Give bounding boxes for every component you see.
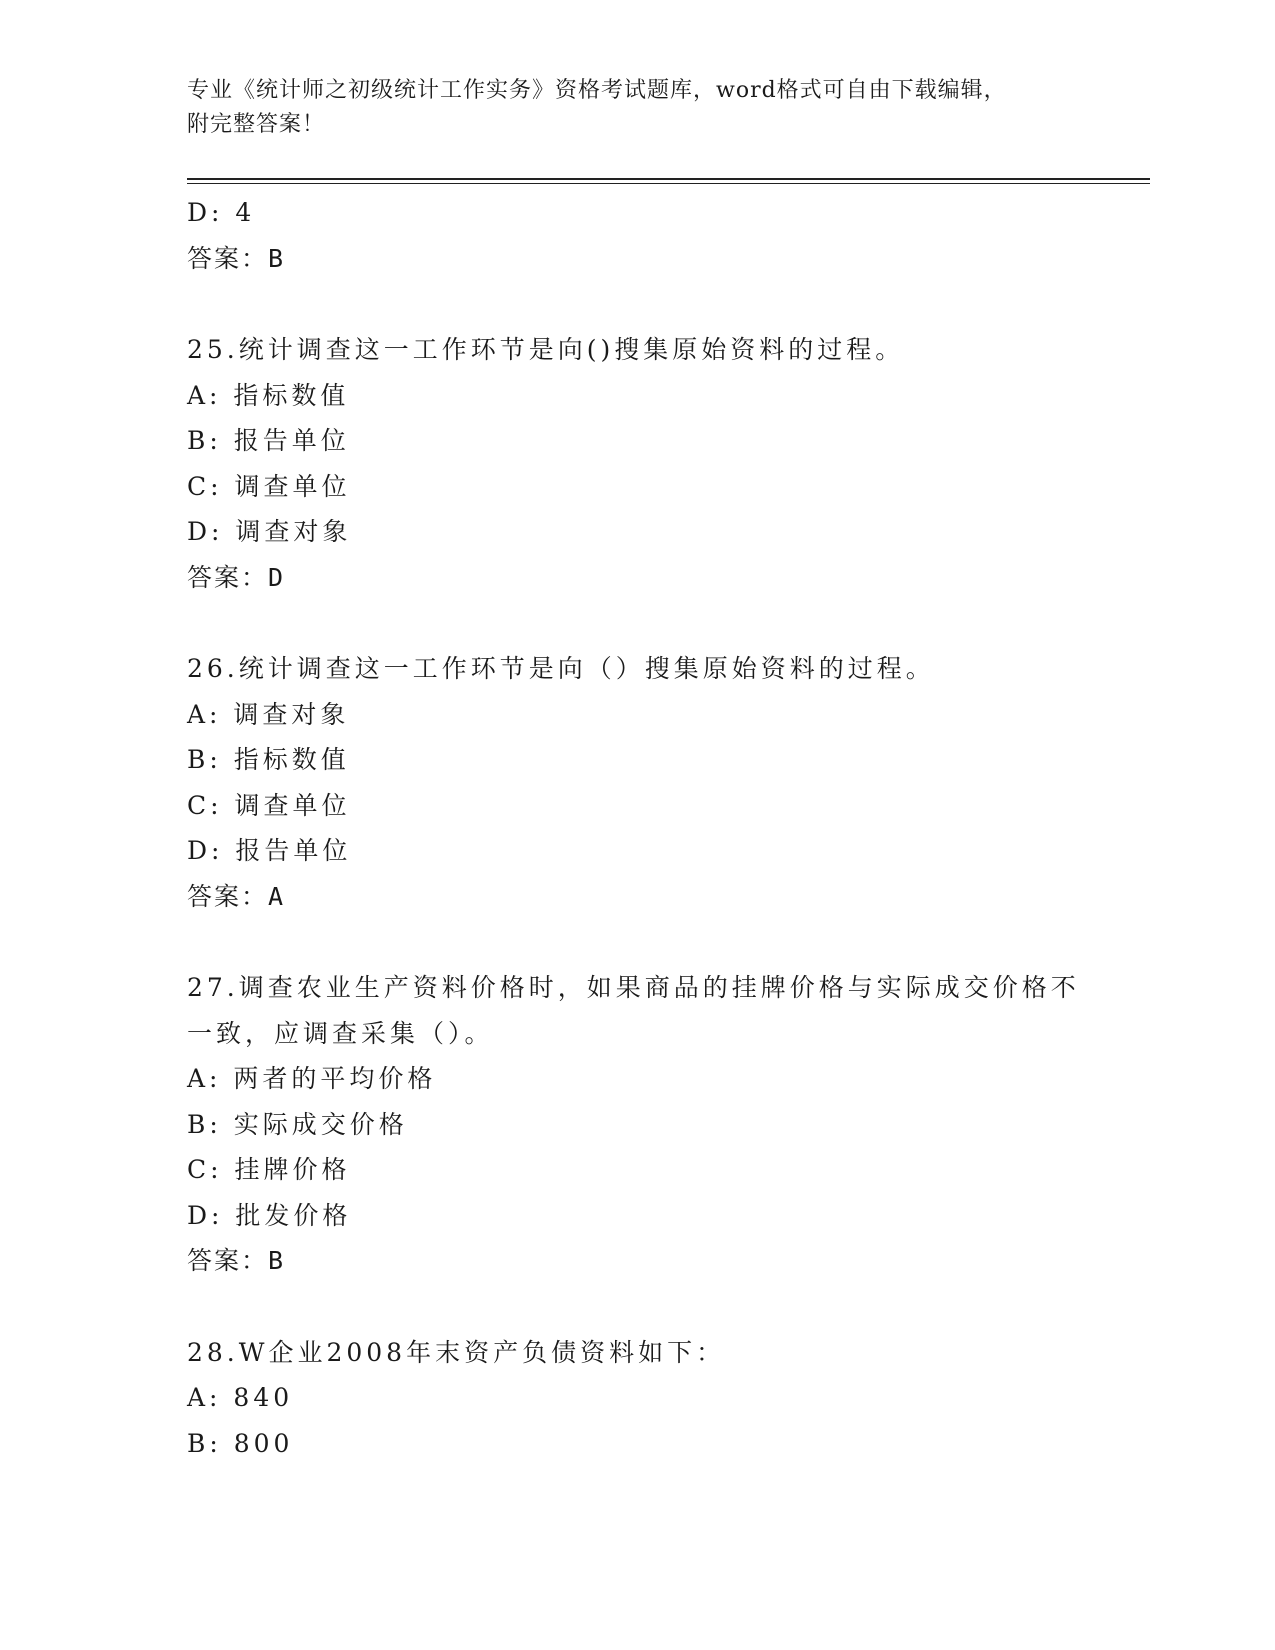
answer-label: 答案： bbox=[187, 881, 269, 911]
header-divider-thin bbox=[187, 183, 1150, 184]
question-27-text-line-2: 一致，应调查采集（）。 bbox=[187, 1018, 494, 1048]
question-27-text-line-1: 27.调查农业生产资料价格时，如果商品的挂牌价格与实际成交价格不 bbox=[187, 973, 1080, 1002]
option-b: B: 报告单位 bbox=[187, 426, 350, 455]
question-26-text: 26.统计调查这一工作环节是向（）搜集原始资料的过程。 bbox=[187, 654, 935, 683]
answer-label: 答案： bbox=[187, 1246, 269, 1275]
option-a: A: 840 bbox=[187, 1383, 294, 1412]
answer-value: B bbox=[268, 243, 284, 273]
option-b: B: 指标数值 bbox=[187, 745, 350, 774]
option-a: A: 两者的平均价格 bbox=[187, 1064, 437, 1093]
answer-label: 答案： bbox=[187, 562, 269, 592]
spacer bbox=[187, 1284, 1087, 1330]
option-d: D: 4 bbox=[187, 198, 256, 227]
option-c: C: 调查单位 bbox=[187, 790, 351, 820]
answer-line bbox=[187, 236, 1087, 282]
option-d: D: 报告单位 bbox=[187, 836, 352, 865]
option-a: A: 调查对象 bbox=[187, 699, 350, 729]
option-b: B: 800 bbox=[187, 1428, 294, 1458]
option-d: D: 调查对象 bbox=[187, 517, 352, 546]
answer-line bbox=[187, 555, 1087, 601]
header-divider-thick bbox=[187, 178, 1150, 180]
spacer bbox=[187, 600, 1087, 646]
option-d: D: 批发价格 bbox=[187, 1200, 352, 1230]
header-line-1: 专业《统计师之初级统计工作实务》资格考试题库，word格式可自由下载编辑， bbox=[187, 78, 1007, 103]
answer-label: 答案： bbox=[187, 243, 269, 273]
question-28-text: 28.W企业2008年末资产负债资料如下： bbox=[187, 1337, 726, 1367]
header-line-2: 附完整答案！ bbox=[187, 112, 326, 137]
spacer bbox=[187, 281, 1087, 327]
option-c: C: 挂牌价格 bbox=[187, 1155, 351, 1184]
answer-value: B bbox=[268, 1246, 284, 1275]
document-body bbox=[187, 190, 1087, 1466]
option-c: C: 调查单位 bbox=[187, 471, 351, 501]
option-a: A: 指标数值 bbox=[187, 380, 350, 410]
answer-line bbox=[187, 1238, 1087, 1284]
answer-value: A bbox=[268, 881, 284, 911]
document-header bbox=[187, 74, 1087, 142]
question-25-text: 25.统计调查这一工作环节是向()搜集原始资料的过程。 bbox=[187, 335, 905, 364]
answer-value: D bbox=[268, 562, 284, 592]
answer-line bbox=[187, 874, 1087, 920]
option-b: B: 实际成交价格 bbox=[187, 1109, 408, 1139]
spacer bbox=[187, 919, 1087, 965]
